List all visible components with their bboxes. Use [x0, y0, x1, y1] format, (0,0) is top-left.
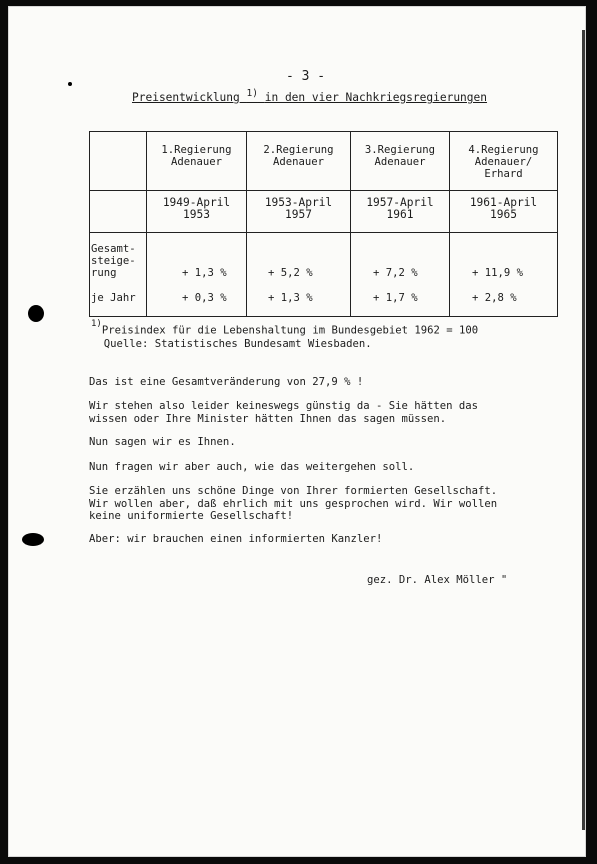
years-cell-3: [351, 191, 450, 233]
gov-name-line: Adenauer/: [474, 156, 533, 168]
years-line: 1965: [490, 208, 517, 221]
total-increase: + 7,2 %: [373, 267, 418, 279]
signature-line: gez. Dr. Alex Möller ": [367, 574, 508, 586]
years-line: 1949-April: [162, 196, 231, 209]
footnote-marker: 1): [91, 319, 102, 329]
page-number: - 3 -: [286, 69, 326, 84]
row-label-total: steige-: [91, 255, 136, 267]
value-cell-3: [351, 233, 450, 317]
footnote-source: Quelle: Statistisches Bundesamt Wiesbaden.: [103, 337, 372, 350]
paragraph: Aber: wir brauchen einen informierten Kanzler!: [89, 533, 383, 545]
years-line: 1953-April: [264, 196, 333, 209]
government-header-2: [247, 132, 351, 191]
gov-name-line: 2.Regierung: [263, 144, 334, 156]
table-empty-cell: [90, 191, 147, 233]
table-corner-cell: [90, 132, 147, 191]
title-rest: in den vier Nachkriegsregierungen: [264, 91, 488, 104]
paragraph: Sie erzählen uns schöne Dinge von Ihrer formierten Gesellschaft. Wir wollen aber, daß ehrlich mit uns gesprochen wird. Wir wollen keine uniformierte Gesellschaft!: [89, 485, 498, 522]
gov-name-line: 1.Regierung: [161, 144, 232, 156]
years-cell-2: [247, 191, 351, 233]
row-label-per-year: je Jahr: [91, 292, 136, 304]
government-header-1: [147, 132, 247, 191]
scan-speck: [68, 82, 72, 86]
gov-name-line: Adenauer: [374, 156, 426, 168]
paragraph: Nun sagen wir es Ihnen.: [89, 436, 236, 448]
years-line: 1957-April: [366, 196, 434, 209]
table-values-row: [90, 233, 558, 317]
footnote-line: Preisindex für die Lebenshaltung im Bundesgebiet 1962 = 100: [101, 324, 479, 337]
value-cell-2: [247, 233, 351, 317]
gov-name-line: Adenauer: [170, 156, 223, 168]
punch-hole-mark: [22, 533, 44, 546]
paragraph: Nun fragen wir aber auch, wie das weitergehen soll.: [89, 461, 415, 473]
years-line: 1961-April: [469, 196, 538, 209]
years-line: 1953: [183, 208, 210, 221]
punch-hole-mark: [28, 305, 44, 322]
value-cell-4: [450, 233, 558, 317]
paragraph: Das ist eine Gesamtveränderung von 27,9 % !: [89, 376, 364, 388]
gov-name-line: Erhard: [484, 168, 523, 180]
paragraph: Wir stehen also leider keineswegs günstig da - Sie hätten das wissen oder Ihre Minister hätten Ihnen das sagen müssen.: [89, 400, 479, 425]
total-increase: + 5,2 %: [268, 267, 313, 279]
page-edge-shadow: [582, 30, 585, 830]
yearly-increase: + 0,3 %: [182, 292, 227, 304]
page-title: [132, 88, 488, 104]
government-header-3: [351, 132, 450, 191]
title-footnote-ref: 1): [246, 88, 258, 99]
total-increase: + 11,9 %: [472, 267, 524, 279]
gov-name-line: Adenauer: [272, 156, 325, 168]
row-label-total: rung: [91, 267, 117, 279]
value-cell-1: [147, 233, 247, 317]
title-text: Preisentwicklung: [132, 91, 240, 104]
years-line: 1957: [285, 208, 312, 221]
table-header-row: [90, 132, 558, 191]
gov-name-line: 4.Regierung: [468, 144, 539, 156]
gov-name-line: 3.Regierung: [364, 144, 436, 156]
table-years-row: [90, 191, 558, 233]
row-label-total: Gesamt-: [91, 243, 136, 255]
table-footnote: [91, 321, 478, 351]
years-cell-1: [147, 191, 247, 233]
yearly-increase: + 2,8 %: [472, 292, 517, 304]
years-line: 1961: [386, 208, 414, 221]
row-label-cell: [90, 233, 147, 317]
government-header-4: [450, 132, 558, 191]
yearly-increase: + 1,3 %: [268, 292, 313, 304]
total-increase: + 1,3 %: [182, 267, 227, 279]
years-cell-4: [450, 191, 558, 233]
yearly-increase: + 1,7 %: [373, 292, 418, 304]
price-table: [89, 131, 558, 317]
